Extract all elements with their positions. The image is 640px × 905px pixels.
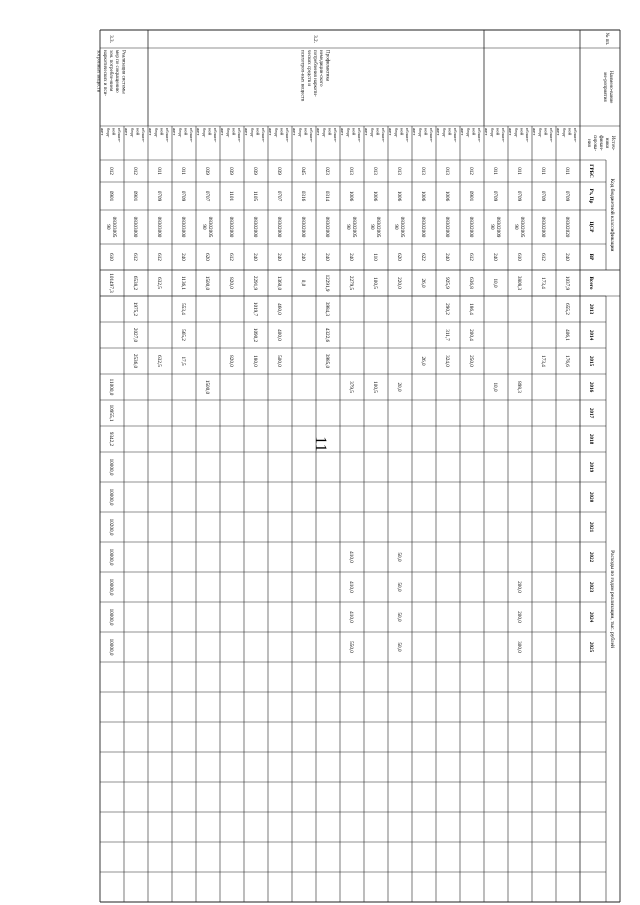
grbs-cell: 013 <box>396 167 402 175</box>
year-2015-cell: 3985,0 <box>324 353 330 369</box>
source-cell: жет <box>316 128 322 136</box>
total-cell: 2291,9 <box>252 275 258 291</box>
source-cell: област- <box>357 128 362 143</box>
header-total: Всего <box>588 276 594 290</box>
year-2015-cell: 180,0 <box>252 355 258 367</box>
source-cell: жет <box>196 128 202 136</box>
vr-cell: 612 <box>468 253 474 261</box>
year-2014-cell: 406,1 <box>564 329 570 341</box>
rzpr-cell: 1105 <box>252 190 258 202</box>
measure-name: хотропных веществ <box>95 50 101 92</box>
grbs-cell: 011 <box>156 167 162 175</box>
year-2022-cell: 10000,0 <box>108 548 114 566</box>
year-2013-cell: 655,2 <box>564 303 570 315</box>
total-cell: 1136,1 <box>180 275 186 291</box>
csr-cell: 08302005 <box>375 216 381 238</box>
grbs-cell: 013 <box>444 167 450 175</box>
source-cell: жет <box>172 128 178 136</box>
source-cell: жет <box>100 128 106 136</box>
measure-name: психотроп-ных веществ <box>299 50 305 102</box>
source-cell: област- <box>237 128 242 143</box>
rzpr-cell: 0901 <box>468 190 474 202</box>
year-2024-cell: 50,0 <box>396 612 402 622</box>
source-cell: жет <box>340 128 346 136</box>
vr-cell: 610 <box>516 253 522 261</box>
header-name: Наимено-вание <box>608 70 613 104</box>
vr-cell: 620 <box>204 253 210 261</box>
measure-name: немедицин-ского <box>318 50 324 87</box>
source-cell: област- <box>477 128 482 143</box>
year-2015-cell: 820,0 <box>228 355 234 367</box>
source-cell: жет <box>460 128 466 136</box>
year-2015-cell: 2536,0 <box>132 353 138 369</box>
source-cell: жет <box>436 128 442 136</box>
header-year-2022: 2022 <box>588 551 594 563</box>
source-cell: жет <box>388 128 394 136</box>
source-cell: жет <box>508 128 514 136</box>
year-2015-cell: 500,0 <box>276 355 282 367</box>
grbs-cell: 023 <box>324 167 330 175</box>
total-cell: 26,0 <box>420 278 426 288</box>
year-2023-cell: 200,0 <box>516 581 522 593</box>
csr-cell: 08302005 <box>519 216 525 238</box>
source-cell: бюд- <box>321 128 327 138</box>
year-2022-cell: 50,0 <box>396 552 402 562</box>
year-2024-cell: 410,0 <box>348 611 354 623</box>
year-2016-cell: 100,5 <box>372 381 378 393</box>
header-code-group: Код бюджетной классификации <box>609 178 615 252</box>
total-cell: 925,9 <box>444 277 450 289</box>
csr-cell: 08302020 <box>564 216 570 238</box>
source-cell: ной <box>351 128 357 136</box>
year-2013-cell: 553,4 <box>180 303 186 315</box>
source-cell: бюд- <box>393 128 399 138</box>
year-2025-cell: 10000,0 <box>108 638 114 656</box>
source-cell: жет <box>292 128 298 136</box>
grbs-cell: 012 <box>108 167 114 175</box>
source-cell: жет <box>412 128 418 136</box>
source-cell: бюд- <box>105 128 111 138</box>
source-cell: област- <box>261 128 266 143</box>
year-2024-cell: 10000,0 <box>108 608 114 626</box>
source-cell: жет <box>244 128 250 136</box>
rzpr-cell: 1006 <box>420 190 426 202</box>
source-cell: ной <box>111 128 117 136</box>
year-2013-cell: 460,0 <box>276 303 282 315</box>
grbs-cell: 013 <box>348 167 354 175</box>
vr-cell: 240 <box>300 253 306 261</box>
grbs-cell: 039 <box>204 167 210 175</box>
csr-cell: 08302005 <box>207 216 213 238</box>
vr-cell: 240 <box>444 253 450 261</box>
grbs-cell: 039 <box>228 167 234 175</box>
source-cell: област- <box>525 128 530 143</box>
csr-cell: 08302000 <box>468 216 474 238</box>
vr-cell: 240 <box>492 253 498 261</box>
csr-cell: 08302000 <box>300 216 306 238</box>
year-2020-cell: 10000,0 <box>108 488 114 506</box>
source-cell: област- <box>333 128 338 143</box>
source-cell: област- <box>549 128 554 143</box>
csr-cell: 90 <box>393 224 399 230</box>
header-source: ния <box>586 139 591 147</box>
total-cell: 1037,9 <box>564 275 570 291</box>
source-cell: жет <box>148 128 154 136</box>
year-2025-cell: 50,0 <box>396 642 402 652</box>
page-number: 11 <box>312 436 329 452</box>
source-cell: ной <box>543 128 549 136</box>
header-source: финан- <box>598 135 603 151</box>
total-cell: 220,0 <box>396 277 402 289</box>
csr-cell: 08303000 <box>132 216 138 238</box>
rzpr-cell: 0709 <box>540 190 546 202</box>
csr-cell: 08302009 <box>495 216 501 238</box>
source-cell: ной <box>279 128 285 136</box>
source-cell: жет <box>484 128 490 136</box>
csr-cell: 90 <box>105 224 111 230</box>
csr-cell: 08302005 <box>351 216 357 238</box>
csr-cell: 90 <box>345 224 351 230</box>
rzpr-cell: 0709 <box>180 190 186 202</box>
vr-cell: 240 <box>324 253 330 261</box>
year-2016-cell: 20,0 <box>396 382 402 392</box>
year-2016-cell: 1500,0 <box>204 379 210 395</box>
grbs-cell: 011 <box>180 167 186 175</box>
source-cell: бюд- <box>537 128 543 138</box>
source-cell: бюд- <box>369 128 375 138</box>
source-cell: бюд- <box>465 128 471 138</box>
rzpr-cell: 1006 <box>396 190 402 202</box>
header-code-2: Рз, Пр <box>588 188 594 204</box>
year-2019-cell: 10000,0 <box>108 458 114 476</box>
csr-cell: 90 <box>369 224 375 230</box>
header-year-2015: 2015 <box>588 355 594 367</box>
source-cell: ной <box>567 128 573 136</box>
source-cell: бюд- <box>297 128 303 138</box>
source-cell: жет <box>532 128 538 136</box>
year-2016-cell: 379,5 <box>348 381 354 393</box>
grbs-cell: 045 <box>300 167 306 175</box>
year-2015-cell: 176,6 <box>564 355 570 367</box>
vr-cell: 240 <box>564 253 570 261</box>
year-2015-cell: 324,0 <box>444 355 450 367</box>
source-cell: ной <box>183 128 189 136</box>
header-source: Источ- <box>610 135 615 151</box>
csr-cell: 08302000 <box>540 216 546 238</box>
year-2015-cell: 173,4 <box>540 355 546 367</box>
source-cell: ной <box>135 128 141 136</box>
csr-cell: 90 <box>513 224 519 230</box>
total-cell: 820,0 <box>228 277 234 289</box>
vr-cell: 110 <box>372 253 378 261</box>
vr-cell: 240 <box>276 253 282 261</box>
year-2025-cell: 300,0 <box>516 641 522 653</box>
rzpr-cell: 0709 <box>564 190 570 202</box>
rzpr-cell: 0709 <box>156 190 162 202</box>
header-year-2018: 2018 <box>588 433 594 445</box>
header-code-1: ГРБС <box>588 164 594 178</box>
year-2023-cell: 50,0 <box>396 582 402 592</box>
total-cell: 101497,3 <box>108 273 114 293</box>
header-no: № пп. <box>604 32 609 46</box>
vr-cell: 240 <box>348 253 354 261</box>
grbs-cell: 011 <box>540 167 546 175</box>
year-2015-cell: 26,0 <box>420 356 426 366</box>
grbs-cell: 013 <box>420 167 426 175</box>
total-cell: 12291,9 <box>324 274 330 292</box>
source-cell: област- <box>429 128 434 143</box>
year-2014-cell: 1090,2 <box>252 327 258 343</box>
vr-cell: 612 <box>132 253 138 261</box>
rzpr-cell: 1101 <box>228 190 234 202</box>
measure-name: ческих средств и <box>305 50 311 87</box>
year-2013-cell: 1019,7 <box>252 301 258 317</box>
source-cell: ной <box>231 128 237 136</box>
measure-name: мер по сокращению <box>114 50 120 93</box>
source-cell: жет <box>364 128 370 136</box>
source-cell: бюд- <box>249 128 255 138</box>
total-cell: 0,0 <box>300 279 306 287</box>
header-year-2016: 2016 <box>588 381 594 393</box>
source-cell: област- <box>117 128 122 143</box>
rzpr-cell: 0709 <box>492 190 498 202</box>
header-year-2021: 2021 <box>588 521 594 533</box>
csr-cell: 08302000 <box>276 216 282 238</box>
source-cell: ной <box>495 128 501 136</box>
measure-name: Профилактика <box>324 50 330 82</box>
measure-no: 3.3. <box>108 35 114 43</box>
csr-cell: 08302000 <box>444 216 450 238</box>
source-cell: ной <box>375 128 381 136</box>
rzpr-cell: 1006 <box>444 190 450 202</box>
source-cell: област- <box>405 128 410 143</box>
grbs-cell: 039 <box>252 167 258 175</box>
source-cell: ной <box>399 128 405 136</box>
header-source: ники <box>604 137 609 149</box>
year-2013-cell: 290,2 <box>444 303 450 315</box>
header-code-4: ВР <box>588 253 594 261</box>
year-2016-cell: 11000,0 <box>108 378 114 396</box>
vr-cell: 622 <box>420 253 426 261</box>
source-cell: област- <box>165 128 170 143</box>
measure-name: потребления наркоти- <box>312 50 317 97</box>
source-cell: жет <box>556 128 562 136</box>
year-2014-cell: 400,0 <box>276 329 282 341</box>
rzpr-cell: 1006 <box>348 190 354 202</box>
rzpr-cell: 0316 <box>300 190 306 202</box>
csr-cell: 90 <box>201 224 207 230</box>
source-cell: област- <box>501 128 506 143</box>
grbs-cell: 011 <box>564 167 570 175</box>
csr-cell: 08303005 <box>111 216 117 238</box>
year-2017-cell: 10955,1 <box>108 404 114 422</box>
source-cell: област- <box>381 128 386 143</box>
source-cell: бюд- <box>561 128 567 138</box>
header-year-2014: 2014 <box>588 329 594 341</box>
year-2014-cell: 200,4 <box>468 329 474 341</box>
csr-cell: 08302000 <box>252 216 258 238</box>
header-year-2019: 2019 <box>588 461 594 473</box>
header-year-2024: 2024 <box>588 611 594 623</box>
csr-cell: 08302000 <box>324 216 330 238</box>
year-2024-cell: 200,0 <box>516 611 522 623</box>
header-source: сирова- <box>592 134 597 152</box>
source-cell: бюд- <box>129 128 135 138</box>
csr-cell: 08303000 <box>156 216 162 238</box>
source-cell: ной <box>519 128 525 136</box>
csr-cell: 08303000 <box>180 216 186 238</box>
year-2014-cell: 4322,6 <box>324 327 330 343</box>
year-2015-cell: 250,0 <box>468 355 474 367</box>
header-year-2020: 2020 <box>588 491 594 503</box>
rzpr-cell: 0707 <box>276 190 282 202</box>
header-year-2013: 2013 <box>588 303 594 315</box>
source-cell: бюд- <box>201 128 207 138</box>
source-cell: област- <box>141 128 146 143</box>
csr-cell: 08302000 <box>420 216 426 238</box>
expense-table <box>80 0 624 905</box>
source-cell: ной <box>327 128 333 136</box>
total-cell: 173,4 <box>540 277 546 289</box>
source-cell: бюд- <box>345 128 351 138</box>
vr-cell: 612 <box>228 253 234 261</box>
year-2025-cell: 550,0 <box>348 641 354 653</box>
year-2014-cell: 565,2 <box>180 329 186 341</box>
vr-cell: 610 <box>108 253 114 261</box>
vr-cell: 620 <box>396 253 402 261</box>
source-cell: ной <box>207 128 213 136</box>
measure-name: зон. потребле-нием <box>108 50 113 92</box>
year-2018-cell: 9342,2 <box>108 431 114 447</box>
rzpr-cell: 0709 <box>516 190 522 202</box>
csr-cell: 08302000 <box>228 216 234 238</box>
source-cell: бюд- <box>225 128 231 138</box>
vr-cell: 612 <box>540 253 546 261</box>
year-2014-cell: 311,7 <box>444 329 450 341</box>
expense-table-grid <box>80 0 624 905</box>
total-cell: 3808,3 <box>516 275 522 291</box>
grbs-cell: 011 <box>516 167 522 175</box>
year-2013-cell: 1975,2 <box>132 301 138 317</box>
year-2015-cell: 632,5 <box>156 355 162 367</box>
source-cell: област- <box>309 128 314 143</box>
rzpr-cell: 0901 <box>108 190 114 202</box>
total-cell: 10,0 <box>492 278 498 288</box>
header-year-2023: 2023 <box>588 581 594 593</box>
header-year-2017: 2017 <box>588 407 594 419</box>
year-2016-cell: 10,0 <box>492 382 498 392</box>
grbs-cell: 012 <box>132 167 138 175</box>
measure-no: 3.2. <box>312 35 318 43</box>
grbs-cell: 011 <box>492 167 498 175</box>
total-cell: 636,8 <box>468 277 474 289</box>
vr-cell: 612 <box>156 253 162 261</box>
source-cell: ной <box>423 128 429 136</box>
vr-cell: 240 <box>252 253 258 261</box>
grbs-cell: 039 <box>276 167 282 175</box>
year-2014-cell: 2027,0 <box>132 327 138 343</box>
rzpr-cell: 0901 <box>132 190 138 202</box>
source-cell: ной <box>447 128 453 136</box>
source-cell: област- <box>453 128 458 143</box>
total-cell: 1500,0 <box>204 275 210 291</box>
csr-cell: 08302005 <box>399 216 405 238</box>
source-cell: бюд- <box>489 128 495 138</box>
source-cell: бюд- <box>153 128 159 138</box>
source-cell: жет <box>124 128 130 136</box>
year-2023-cell: 410,0 <box>348 581 354 593</box>
vr-cell: 240 <box>180 253 186 261</box>
source-cell: област- <box>285 128 290 143</box>
source-cell: бюд- <box>273 128 279 138</box>
source-cell: бюд- <box>177 128 183 138</box>
source-cell: бюд- <box>513 128 519 138</box>
measure-name: Реализация системы <box>120 50 126 94</box>
rzpr-cell: 0707 <box>204 190 210 202</box>
grbs-cell: 013 <box>372 167 378 175</box>
year-2015-cell: 17,5 <box>180 356 186 366</box>
source-cell: бюд- <box>417 128 423 138</box>
source-cell: ной <box>159 128 165 136</box>
source-cell: област- <box>573 128 578 143</box>
source-cell: ной <box>255 128 261 136</box>
year-2016-cell: 898,3 <box>516 381 522 393</box>
source-cell: бюд- <box>441 128 447 138</box>
year-2021-cell: 10200,0 <box>108 518 114 536</box>
source-cell: жет <box>268 128 274 136</box>
total-cell: 6538,2 <box>132 275 138 291</box>
header-year-2025: 2025 <box>588 641 594 653</box>
total-cell: 632,5 <box>156 277 162 289</box>
header-name: ме-роприятия <box>602 72 607 102</box>
total-cell: 2279,5 <box>348 275 354 291</box>
source-cell: ной <box>471 128 477 136</box>
year-2013-cell: 186,4 <box>468 303 474 315</box>
header-code-3: ЦСР <box>588 221 594 233</box>
source-cell: ной <box>303 128 309 136</box>
rzpr-cell: 1006 <box>372 190 378 202</box>
year-2023-cell: 10000,0 <box>108 578 114 596</box>
measure-name: наркотических и пси- <box>101 50 107 96</box>
total-cell: 1360,0 <box>276 275 282 291</box>
source-cell: жет <box>220 128 226 136</box>
header-expense-group: Расходы по годам реализации, тыс. рублей <box>609 550 615 648</box>
total-cell: 100,5 <box>372 277 378 289</box>
source-cell: област- <box>189 128 194 143</box>
year-2013-cell: 3984,3 <box>324 301 330 317</box>
rzpr-cell: 0314 <box>324 190 330 202</box>
grbs-cell: 012 <box>468 167 474 175</box>
csr-cell: 90 <box>489 224 495 230</box>
year-2022-cell: 410,0 <box>348 551 354 563</box>
source-cell: област- <box>213 128 218 143</box>
